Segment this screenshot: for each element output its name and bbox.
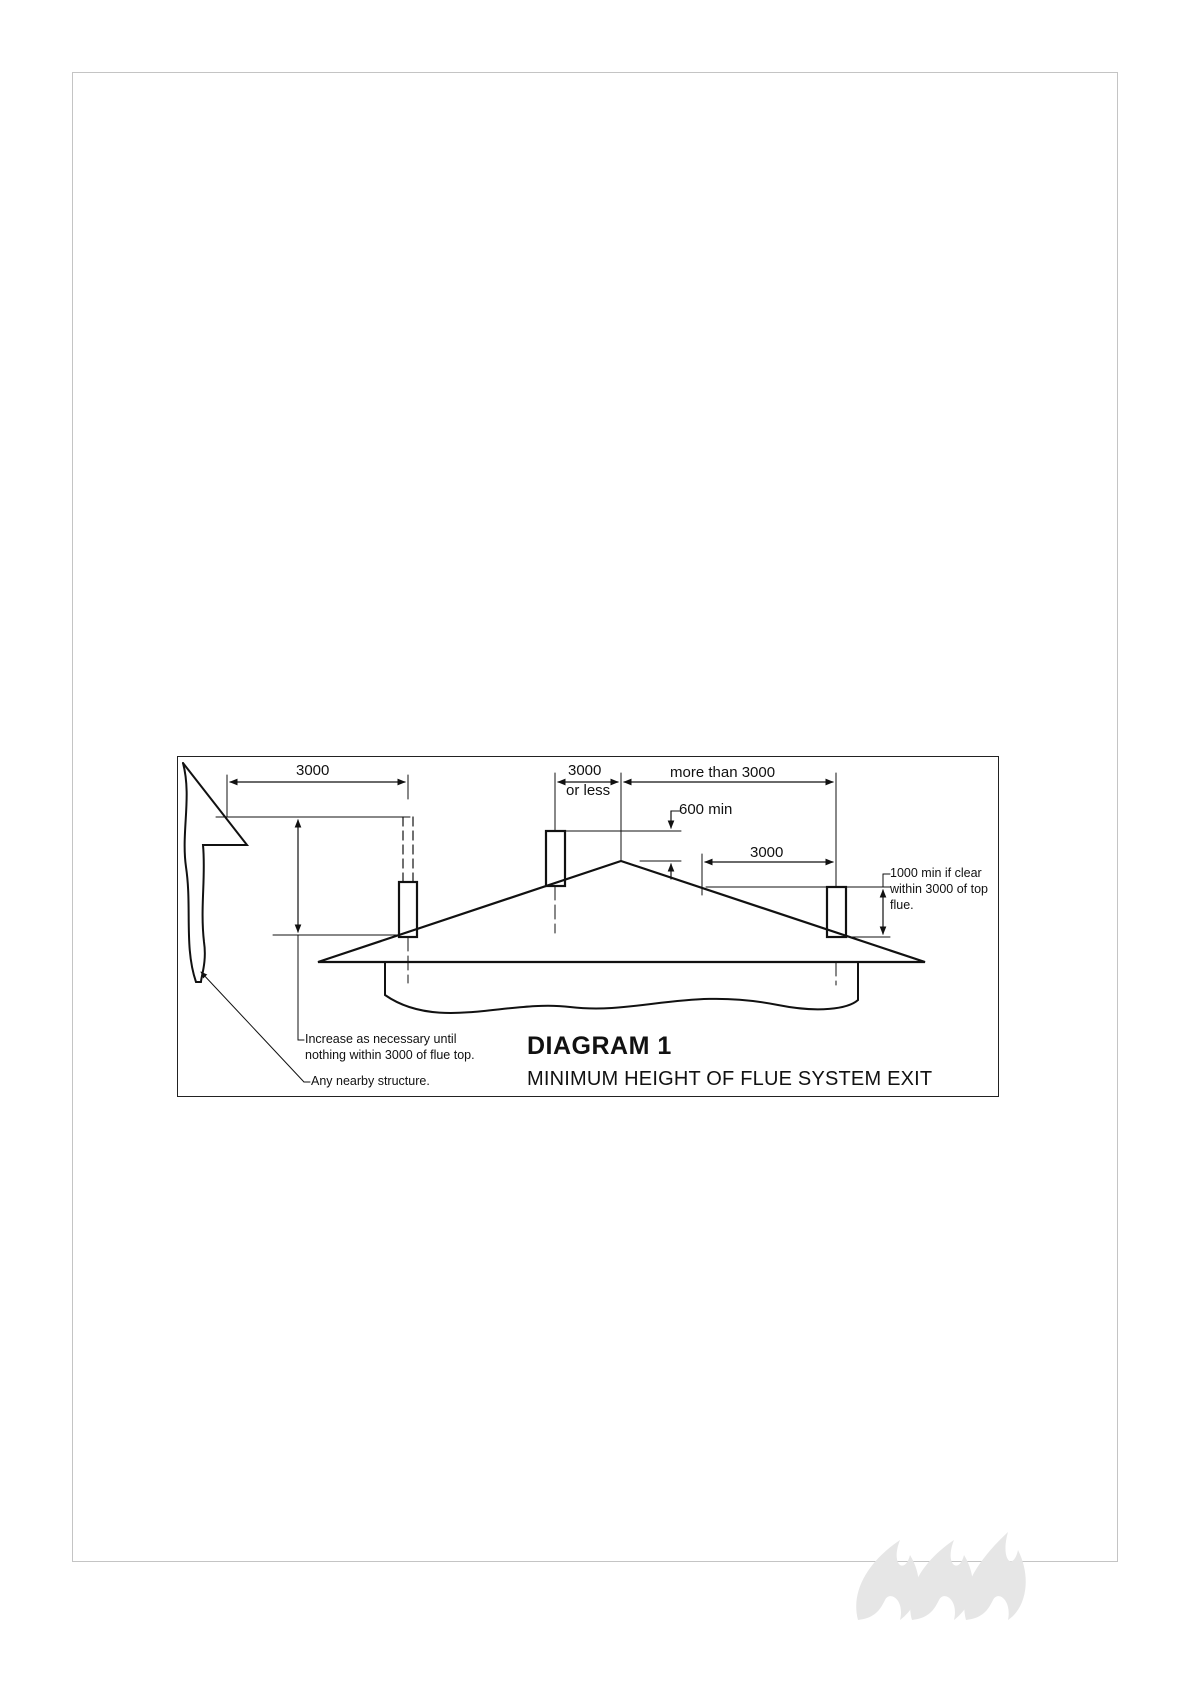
mid-span-sub-label: or less	[566, 782, 611, 799]
ridge-height-label: 600 min	[679, 801, 733, 818]
diagram-title: DIAGRAM 1	[527, 1032, 672, 1060]
flame-logo-icon	[850, 1520, 1030, 1635]
roof	[318, 861, 925, 962]
clear-note-line3: flue.	[890, 898, 914, 912]
clear-note-line2: within 3000 of top	[890, 882, 988, 896]
flue-diagram	[177, 756, 999, 1097]
lower-span-label: 3000	[750, 844, 784, 861]
left-span-label: 3000	[296, 762, 330, 779]
diagram-caption: MINIMUM HEIGHT OF FLUE SYSTEM EXIT	[527, 1068, 933, 1090]
structure-note: Any nearby structure.	[311, 1074, 430, 1088]
building-body	[385, 962, 858, 1013]
nearby-structure	[183, 763, 247, 982]
increase-note-line1: Increase as necessary until	[305, 1032, 457, 1046]
mid-span-label: 3000	[568, 762, 602, 779]
right-span-label: more than 3000	[670, 764, 776, 781]
increase-note-line2: nothing within 3000 of flue top.	[305, 1048, 475, 1062]
middle-flue	[546, 831, 565, 886]
clear-note-line1: 1000 min if clear	[890, 866, 982, 880]
